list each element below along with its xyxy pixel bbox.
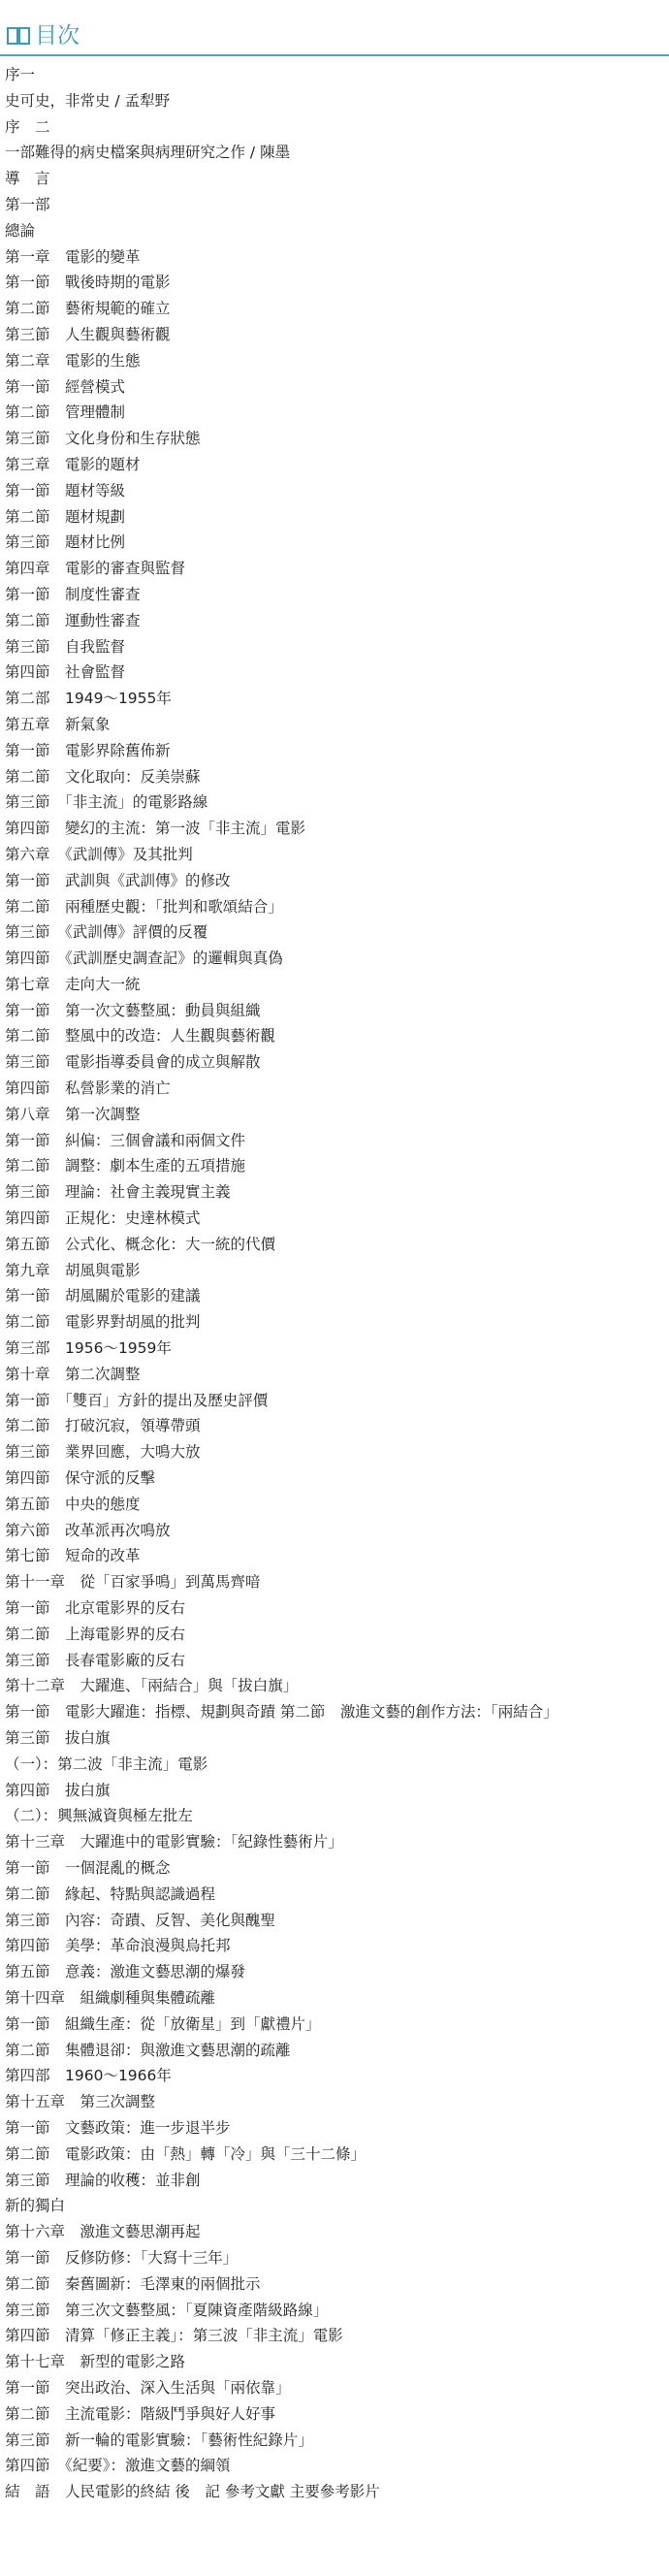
toc-entry[interactable]: 第二節 電影界對胡風的批判 xyxy=(5,1313,201,1332)
toc-entry[interactable]: 第二節 緣起、特點與認識過程 xyxy=(5,1884,216,1903)
toc-entry[interactable]: 第三節 拔白旗 xyxy=(5,1729,111,1747)
toc-entry[interactable]: 第四部 1960～1966年 xyxy=(5,2067,172,2085)
toc-entry[interactable]: 第二節 秦舊圖新：毛澤東的兩個批示 xyxy=(5,2274,261,2293)
toc-entry[interactable]: 第六節 改革派再次鳴放 xyxy=(5,1521,171,1539)
toc-entry[interactable]: 第一節 電影大躍進：指標、規劃與奇蹟 第二節 激進文藝的創作方法：「兩結合」 xyxy=(5,1703,558,1722)
toc-entry[interactable]: 第三章 電影的題材 xyxy=(5,455,141,473)
toc-entry[interactable]: 第一節 題材等級 xyxy=(5,481,126,499)
toc-entry[interactable]: 第一節 武訓與《武訓傳》的修改 xyxy=(5,871,231,889)
toc-entry[interactable]: 第三節 理論：社會主義現實主義 xyxy=(5,1183,231,1202)
toc-entry[interactable]: 序 二 xyxy=(5,117,50,136)
toc-entry[interactable]: 第四節 正規化：史達林模式 xyxy=(5,1209,201,1228)
toc-entry[interactable]: 新的獨白 xyxy=(5,2197,66,2215)
toc-entry[interactable]: 第二節 兩種歷史觀：「批判和歌頌結合」 xyxy=(5,897,283,916)
toc-entry[interactable]: 第四節 保守派的反擊 xyxy=(5,1469,156,1488)
toc-entry[interactable]: 序一 xyxy=(5,66,36,83)
toc-entry[interactable]: 第一節 一個混亂的概念 xyxy=(5,1858,171,1877)
toc-entry[interactable]: 第二節 集體退卻：與激進文藝思潮的疏離 xyxy=(5,2041,291,2059)
toc-entry[interactable]: 第一節 組織生產：從「放衛星」到「獻禮片」 xyxy=(5,2014,321,2033)
toc-entry[interactable]: 第十章 第二次調整 xyxy=(5,1365,141,1383)
toc-entry[interactable]: 第四節 私營影業的消亡 xyxy=(5,1079,171,1098)
toc-entry[interactable]: 總論 xyxy=(5,221,36,240)
toc-entry[interactable]: 第一節 北京電影界的反右 xyxy=(5,1599,186,1618)
toc-entry[interactable]: 結 語 人民電影的終結 後 記 參考文獻 主要參考影片 xyxy=(5,2483,380,2501)
toc-entry[interactable]: 第二部 1949～1955年 xyxy=(5,690,172,708)
toc-entry[interactable]: 第一節 「雙百」方針的提出及歷史評價 xyxy=(5,1391,269,1409)
toc-entry[interactable]: 第一節 戰後時期的電影 xyxy=(5,274,171,292)
toc-title: 目次 xyxy=(35,23,80,48)
toc-entry[interactable]: 第四節 《武訓歷史調查記》的邏輯與真偽 xyxy=(5,950,283,968)
toc-entry[interactable]: 第三節 電影指導委員會的成立與解散 xyxy=(5,1053,261,1072)
toc-entry[interactable]: 第四節 《紀要》：激進文藝的綱領 xyxy=(5,2457,231,2475)
toc-entry[interactable]: 第五節 中央的態度 xyxy=(5,1495,141,1513)
toc-entry[interactable]: 第一部 xyxy=(5,195,50,213)
toc-entry[interactable]: 第一節 電影界除舊佈新 xyxy=(5,741,171,759)
toc-entry[interactable]: 第一節 糾偏：三個會議和兩個文件 xyxy=(5,1131,246,1149)
book-icon xyxy=(6,23,31,48)
toc-entry[interactable]: 第三節 業界回應，大鳴大放 xyxy=(5,1443,201,1462)
toc-entry[interactable]: 第一節 經營模式 xyxy=(5,377,126,396)
toc-entry[interactable]: 第五節 公式化、概念化：大一統的代價 xyxy=(5,1235,276,1253)
toc-entry[interactable]: 第二節 文化取向：反美崇蘇 xyxy=(5,767,201,786)
toc-entry[interactable]: 第三節 第三次文藝整風：「夏陳資產階級路線」 xyxy=(5,2301,329,2319)
toc-entry[interactable]: 第二節 打破沉寂，領導帶頭 xyxy=(5,1417,201,1435)
toc-entry[interactable]: 第十一章 從「百家爭鳴」到萬馬齊喑 xyxy=(5,1573,261,1592)
toc-entry[interactable]: 第三節 長春電影廠的反右 xyxy=(5,1651,186,1669)
toc-entry[interactable]: 第二節 整風中的改造：人生觀與藝術觀 xyxy=(5,1027,276,1046)
toc-entry[interactable]: 第三節 「非主流」的電影路線 xyxy=(5,793,208,812)
toc-entry[interactable]: 第五節 意義：激進文藝思潮的爆發 xyxy=(5,1963,246,1981)
toc-entry[interactable]: 第五章 新氣象 xyxy=(5,715,111,733)
toc-entry[interactable]: 第二節 管理體制 xyxy=(5,403,126,422)
toc-entry[interactable]: （二）：興無滅資與極左批左 xyxy=(5,1807,193,1825)
toc-entry[interactable]: 第二節 主流電影：階級鬥爭與好人好事 xyxy=(5,2404,276,2423)
toc-entry[interactable]: 第四章 電影的審查與監督 xyxy=(5,560,186,578)
toc-entry[interactable]: 第九章 胡風與電影 xyxy=(5,1261,141,1279)
toc-entry[interactable]: 第三節 題材比例 xyxy=(5,533,126,552)
toc-entry[interactable]: 第三節 新一輪的電影實驗：「藝術性紀錄片」 xyxy=(5,2431,313,2449)
toc-entry[interactable]: 第三節 《武訓傳》評價的反覆 xyxy=(5,923,208,942)
toc-entry[interactable]: 一部難得的病史檔案與病理研究之作 / 陳墨 xyxy=(5,144,291,162)
toc-entry[interactable]: 第十四章 組織劇種與集體疏離 xyxy=(5,1988,216,2007)
toc-entry[interactable]: （一）：第二波「非主流」電影 xyxy=(5,1755,208,1773)
toc-entry[interactable]: 第一節 突出政治、深入生活與「兩依靠」 xyxy=(5,2378,291,2397)
toc-entry[interactable]: 第二節 題材規劃 xyxy=(5,507,126,526)
toc-list xyxy=(0,62,669,2505)
toc-entry[interactable]: 第十五章 第三次調整 xyxy=(5,2093,156,2111)
toc-entry[interactable]: 第四節 變幻的主流：第一波「非主流」電影 xyxy=(5,820,306,838)
toc-entry[interactable]: 第二節 藝術規範的確立 xyxy=(5,300,171,318)
toc-entry[interactable]: 第四節 清算「修正主義」：第三波「非主流」電影 xyxy=(5,2327,343,2345)
toc-entry[interactable]: 史可史，非常史 / 孟犁野 xyxy=(5,91,171,110)
toc-entry[interactable]: 導 言 xyxy=(5,170,50,188)
toc-entry[interactable]: 第十二章 大躍進、「兩結合」與「拔白旗」 xyxy=(5,1677,299,1695)
toc-entry[interactable]: 第三節 自我監督 xyxy=(5,637,126,656)
toc-entry[interactable]: 第十三章 大躍進中的電影實驗：「紀錄性藝術片」 xyxy=(5,1833,343,1852)
toc-entry[interactable]: 第三節 文化身份和生存狀態 xyxy=(5,430,201,448)
toc-entry[interactable]: 第二節 運動性審查 xyxy=(5,611,141,629)
toc-entry[interactable]: 第一節 第一次文藝整風：動員與組織 xyxy=(5,1001,261,1019)
toc-header xyxy=(0,17,669,56)
toc-entry[interactable]: 第一節 胡風關於電影的建議 xyxy=(5,1287,201,1305)
toc-entry[interactable]: 第二章 電影的生態 xyxy=(5,351,141,370)
toc-entry[interactable]: 第一節 制度性審查 xyxy=(5,585,141,603)
toc-entry[interactable]: 第二節 電影政策：由「熱」轉「冷」與「三十二條」 xyxy=(5,2144,366,2163)
toc-entry[interactable]: 第二節 上海電影界的反右 xyxy=(5,1625,186,1643)
toc-entry[interactable]: 第一章 電影的變革 xyxy=(5,247,141,266)
toc-entry[interactable]: 第四節 社會監督 xyxy=(5,663,126,682)
toc-entry[interactable]: 第六章 《武訓傳》及其批判 xyxy=(5,845,193,863)
toc-entry[interactable]: 第七章 走向大一統 xyxy=(5,975,141,993)
toc-entry[interactable]: 第三節 人生觀與藝術觀 xyxy=(5,325,171,343)
toc-entry[interactable]: 第四節 拔白旗 xyxy=(5,1781,111,1799)
toc-entry[interactable]: 第十六章 激進文藝思潮再起 xyxy=(5,2223,201,2241)
toc-entry[interactable]: 第八章 第一次調整 xyxy=(5,1105,141,1123)
toc-entry[interactable]: 第二節 調整：劇本生產的五項措施 xyxy=(5,1157,246,1175)
toc-entry[interactable]: 第四節 美學：革命浪漫與烏托邦 xyxy=(5,1937,231,1955)
toc-entry[interactable]: 第一節 文藝政策：進一步退半步 xyxy=(5,2118,231,2137)
toc-entry[interactable]: 第三部 1956～1959年 xyxy=(5,1339,172,1358)
toc-entry[interactable]: 第七節 短命的改革 xyxy=(5,1547,141,1565)
toc-entry[interactable]: 第十七章 新型的電影之路 xyxy=(5,2353,186,2371)
toc-entry[interactable]: 第一節 反修防修：「大寫十三年」 xyxy=(5,2248,239,2267)
toc-entry[interactable]: 第三節 理論的收穫：並非創 xyxy=(5,2171,201,2189)
toc-entry[interactable]: 第三節 內容：奇蹟、反智、美化與醜聖 xyxy=(5,1911,276,1929)
